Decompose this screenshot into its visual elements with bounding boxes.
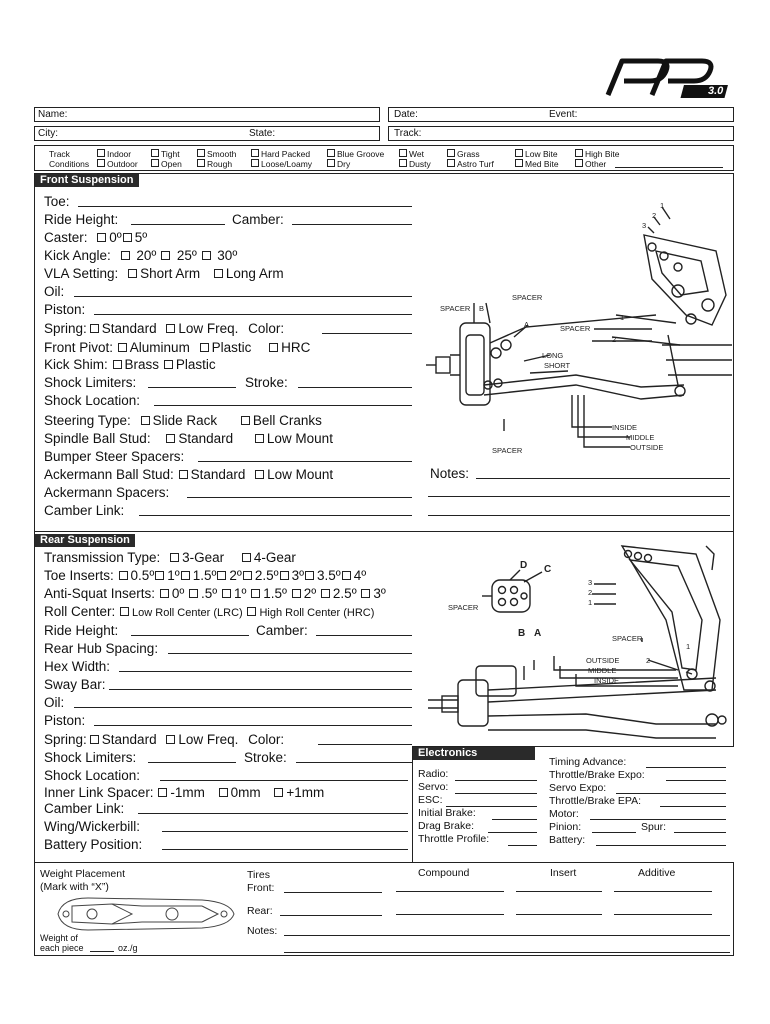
- front-suspension-title: Front Suspension: [35, 174, 139, 187]
- insert-label: Insert: [550, 867, 577, 879]
- tires-rear-insert-line[interactable]: [516, 914, 602, 915]
- cond-loose[interactable]: Loose/Loamy: [251, 159, 312, 169]
- rear-spring-color-line[interactable]: [318, 744, 412, 745]
- battery-position-label: Battery Position:: [44, 837, 143, 852]
- rc-lrc-checkbox[interactable]: [120, 607, 129, 616]
- ackermann-standard-checkbox[interactable]: [179, 470, 188, 479]
- steering-bell-cranks-checkbox[interactable]: [241, 416, 250, 425]
- cond-dusty[interactable]: Dusty: [399, 159, 431, 169]
- other-line[interactable]: [615, 167, 723, 168]
- front-notes-line-3[interactable]: [428, 515, 730, 516]
- cond-astro-turf[interactable]: Astro Turf: [447, 159, 494, 169]
- throttle-profile-label: Throttle Profile:: [418, 833, 490, 845]
- rear-spring-lowfreq-checkbox[interactable]: [166, 735, 175, 744]
- piston-line[interactable]: [94, 314, 412, 315]
- bottom-notes-line-2[interactable]: [284, 952, 730, 953]
- pinion-line[interactable]: [592, 832, 636, 833]
- compound-label: Compound: [418, 867, 470, 879]
- cond-outdoor[interactable]: Outdoor: [97, 159, 138, 169]
- front-suspension-diagram: SPACER B A SPACER SPACER LONG SHORT SPACER INSIDE MIDDLE OUTSIDE 1 2 3 1 2: [416, 195, 732, 465]
- battery-line[interactable]: [596, 845, 726, 846]
- initial-brake-label: Initial Brake:: [418, 807, 476, 819]
- anti-squat-row: Anti-Squat Inserts: 0º .5º 1º 1.5º 2º 2.5º 3º: [44, 586, 386, 601]
- inner-link-plus1-checkbox[interactable]: [274, 788, 283, 797]
- sway-bar-label: Sway Bar:: [44, 677, 106, 692]
- toe-inserts-row: Toe Inserts: 0.5º 1º 1.5º 2º 2.5º 3º 3.5º 4º: [44, 568, 367, 583]
- tires-rear-additive-line[interactable]: [614, 914, 712, 915]
- stroke-line[interactable]: [298, 387, 412, 388]
- pivot-hrc-checkbox[interactable]: [269, 343, 278, 352]
- rear-suspension-title: Rear Suspension: [35, 534, 135, 547]
- rear-shock-location-label: Shock Location:: [44, 768, 141, 783]
- toe-line[interactable]: [78, 206, 412, 207]
- bumper-steer-line[interactable]: [198, 461, 412, 462]
- spring-lowfreq-checkbox[interactable]: [166, 324, 175, 333]
- servo-expo-label: Servo Expo:: [549, 782, 607, 794]
- tires-rear-label: Rear:: [247, 905, 273, 917]
- cond-hard-packed[interactable]: Hard Packed: [251, 149, 310, 159]
- shock-location-line[interactable]: [154, 405, 412, 406]
- kick-shim-row: Kick Shim: Brass Plastic: [44, 357, 216, 372]
- hex-width-line[interactable]: [119, 671, 412, 672]
- ackermann-spacers-line[interactable]: [187, 497, 412, 498]
- ackermann-spacers-label: Ackermann Spacers:: [44, 485, 170, 500]
- transmission-row: Transmission Type: 3-Gear 4-Gear: [44, 550, 296, 565]
- motor-label: Motor:: [549, 808, 579, 820]
- rear-divider: [34, 531, 734, 532]
- kickshim-plastic-checkbox[interactable]: [164, 360, 173, 369]
- weight-placement-label: Weight Placement: [40, 868, 126, 880]
- servo-expo-line[interactable]: [616, 793, 726, 794]
- cond-tight[interactable]: Tight: [151, 149, 180, 159]
- battery-label: Battery:: [549, 834, 586, 846]
- cond-med-bite[interactable]: Med Bite: [515, 159, 559, 169]
- spring-row: Spring: Standard Low Freq. Color:: [44, 321, 285, 336]
- front-pivot-row: Front Pivot: Aluminum Plastic HRC: [44, 340, 311, 355]
- spring-color-line[interactable]: [322, 333, 412, 334]
- name-field[interactable]: Name:: [34, 107, 380, 122]
- as-3-checkbox[interactable]: [361, 589, 370, 598]
- rear-ride-height-line[interactable]: [131, 635, 249, 636]
- as-1.5-checkbox[interactable]: [251, 589, 260, 598]
- ackermann-lowmount-checkbox[interactable]: [255, 470, 264, 479]
- rear-spring-row: Spring: Standard Low Freq. Color:: [44, 732, 285, 747]
- inner-link-row: Inner Link Spacer: -1mm 0mm +1mm: [44, 785, 325, 800]
- tires-front-insert-line[interactable]: [516, 891, 602, 892]
- toe-4-checkbox[interactable]: [342, 571, 351, 580]
- bottom-notes-line-1[interactable]: [284, 935, 730, 936]
- kick-angle-row: Kick Angle: 20º 25º 30º: [44, 248, 238, 263]
- chassis-outline[interactable]: [52, 892, 238, 936]
- date-event-field[interactable]: Date: Event:: [388, 107, 734, 122]
- electronics-title: Electronics: [413, 747, 535, 760]
- tires-front-compound-line[interactable]: [396, 891, 504, 892]
- bottom-divider: [34, 862, 734, 863]
- ackermann-ball-row: Ackermann Ball Stud: Standard Low Mount: [44, 467, 334, 482]
- spindle-lowmount-checkbox[interactable]: [255, 434, 264, 443]
- piston-label: Piston:: [44, 302, 86, 317]
- rear-stroke-label: Stroke:: [244, 750, 287, 765]
- wing-label: Wing/Wickerbill:: [44, 819, 141, 834]
- rear-piston-line[interactable]: [94, 725, 412, 726]
- toe-3.5-checkbox[interactable]: [305, 571, 314, 580]
- servo-line[interactable]: [455, 793, 537, 794]
- spindle-row: Spindle Ball Stud: Standard Low Mount: [44, 431, 333, 446]
- motor-line[interactable]: [590, 819, 726, 820]
- spring-standard-checkbox[interactable]: [90, 324, 99, 333]
- additive-label: Additive: [638, 867, 676, 879]
- rear-spring-standard-checkbox[interactable]: [90, 735, 99, 744]
- ka-30-checkbox[interactable]: [202, 251, 211, 260]
- logo-version: 3.0: [708, 85, 724, 97]
- pivot-plastic-checkbox[interactable]: [200, 343, 209, 352]
- roll-center-row: Roll Center: Low Roll Center (LRC) High Roll Center (HRC): [44, 604, 375, 619]
- camber-link-line[interactable]: [139, 515, 412, 516]
- front-notes-line-2[interactable]: [428, 496, 730, 497]
- camber-label: Camber:: [232, 212, 284, 227]
- ride-height-label: Ride Height:: [44, 212, 119, 227]
- each-piece-label: each piece: [40, 943, 84, 953]
- mark-with-x-label: (Mark with “X”): [40, 881, 109, 893]
- hub-spacing-label: Rear Hub Spacing:: [44, 641, 159, 656]
- cond-low-bite[interactable]: Low Bite: [515, 149, 558, 159]
- shock-location-label: Shock Location:: [44, 393, 141, 408]
- rc-hrc-checkbox[interactable]: [247, 607, 256, 616]
- toe-0.5-checkbox[interactable]: [119, 571, 128, 580]
- cond-indoor[interactable]: Indoor: [97, 149, 131, 159]
- rear-oil-label: Oil:: [44, 695, 65, 710]
- bottom-notes-label: Notes:: [247, 925, 278, 937]
- throttle-brake-epa-line[interactable]: [660, 806, 726, 807]
- cond-open[interactable]: Open: [151, 159, 182, 169]
- radio-label: Radio:: [418, 768, 449, 780]
- cond-wet[interactable]: Wet: [399, 149, 424, 159]
- kickshim-brass-checkbox[interactable]: [113, 360, 122, 369]
- radio-line[interactable]: [455, 780, 537, 781]
- weight-of-label: Weight of: [40, 933, 78, 943]
- oil-line[interactable]: [74, 296, 412, 297]
- tires-front-line-1[interactable]: [284, 892, 382, 893]
- steering-type-row: Steering Type: Slide Rack Bell Cranks: [44, 413, 322, 428]
- pinion-label: Pinion:: [549, 821, 582, 833]
- hex-width-label: Hex Width:: [44, 659, 111, 674]
- hub-spacing-line[interactable]: [168, 653, 412, 654]
- timing-advance-label: Timing Advance:: [549, 756, 627, 768]
- spur-label: Spur:: [641, 821, 667, 833]
- rear-shock-location-line[interactable]: [160, 780, 408, 781]
- city-state-field[interactable]: City: State:: [34, 126, 380, 141]
- camber-link-label: Camber Link:: [44, 503, 125, 518]
- stroke-label: Stroke:: [245, 375, 288, 390]
- as-0.5-checkbox[interactable]: [189, 589, 198, 598]
- camber-line[interactable]: [292, 224, 412, 225]
- cond-grass[interactable]: Grass: [447, 149, 480, 159]
- spur-line[interactable]: [674, 832, 726, 833]
- spindle-standard-checkbox[interactable]: [166, 434, 175, 443]
- inner-link-minus1-checkbox[interactable]: [158, 788, 167, 797]
- vla-short-checkbox[interactable]: [128, 269, 137, 278]
- initial-brake-line[interactable]: [492, 819, 537, 820]
- rear-suspension-diagram: D C B A SPACER SPACER 3 2 1 1 2 OUTSIDE MIDDLE INSIDE: [416, 540, 732, 745]
- rear-shock-limiters-label: Shock Limiters:: [44, 750, 137, 765]
- ride-height-line[interactable]: [131, 224, 225, 225]
- toe-2.5-checkbox[interactable]: [243, 571, 252, 580]
- bumper-steer-label: Bumper Steer Spacers:: [44, 449, 185, 464]
- tires-front-label: Front:: [247, 882, 275, 894]
- rear-piston-label: Piston:: [44, 713, 86, 728]
- toe-label: Toe:: [44, 194, 70, 209]
- cond-high-bite[interactable]: High Bite: [575, 149, 620, 159]
- caster-0-checkbox[interactable]: [97, 233, 106, 242]
- throttle-brake-epa-label: Throttle/Brake EPA:: [549, 795, 642, 807]
- toe-1.5-checkbox[interactable]: [181, 571, 190, 580]
- tires-label: Tires: [247, 869, 270, 881]
- trans-4gear-checkbox[interactable]: [242, 553, 251, 562]
- rear-stroke-line[interactable]: [296, 762, 412, 763]
- rear-shock-limiters-line[interactable]: [148, 762, 236, 763]
- shock-limiters-line[interactable]: [148, 387, 236, 388]
- sway-bar-line[interactable]: [109, 689, 412, 690]
- vla-row: VLA Setting: Short Arm Long Arm: [44, 266, 284, 281]
- as-1-checkbox[interactable]: [222, 589, 231, 598]
- tires-rear-compound-line[interactable]: [396, 914, 504, 915]
- weight-line[interactable]: [90, 951, 114, 952]
- rear-camber-label: Camber:: [256, 623, 308, 638]
- cond-blue-groove[interactable]: Blue Groove: [327, 149, 384, 159]
- pivot-aluminum-checkbox[interactable]: [118, 343, 127, 352]
- throttle-brake-expo-label: Throttle/Brake Expo:: [549, 769, 645, 781]
- as-0-checkbox[interactable]: [160, 589, 169, 598]
- vla-long-checkbox[interactable]: [214, 269, 223, 278]
- track-conditions: Track Conditions Indoor Outdoor Tight Open Smooth Rough Hard Packed Loose/Loamy Blue Groove Dry Wet Dusty Grass Astro Turf Low Bite Med Bite High Bite Other: [34, 145, 734, 171]
- logo: [600, 55, 742, 101]
- rear-camber-line[interactable]: [316, 635, 412, 636]
- cond-rough[interactable]: Rough: [197, 159, 232, 169]
- timing-advance-line[interactable]: [646, 767, 726, 768]
- track-field[interactable]: Track:: [388, 126, 734, 141]
- front-notes-line-1[interactable]: [476, 478, 730, 479]
- battery-position-line[interactable]: [162, 849, 408, 850]
- oil-label: Oil:: [44, 284, 65, 299]
- tires-rear-line-1[interactable]: [280, 915, 382, 916]
- rear-camber-link-label: Camber Link:: [44, 801, 125, 816]
- caster-row: Caster: 0º 5º: [44, 230, 148, 245]
- front-notes-label: Notes:: [430, 466, 470, 481]
- tires-front-additive-line[interactable]: [614, 891, 712, 892]
- throttle-brake-expo-line[interactable]: [666, 780, 726, 781]
- ka-20-checkbox[interactable]: [121, 251, 130, 260]
- shock-limiters-label: Shock Limiters:: [44, 375, 137, 390]
- steering-slide-rack-checkbox[interactable]: [141, 416, 150, 425]
- rear-camber-link-line[interactable]: [138, 813, 408, 814]
- oz-g-label: oz./g: [118, 943, 138, 953]
- drag-brake-label: Drag Brake:: [418, 820, 475, 832]
- esc-label: ESC:: [418, 794, 443, 806]
- as-2-checkbox[interactable]: [292, 589, 301, 598]
- inner-link-0-checkbox[interactable]: [219, 788, 228, 797]
- cond-other[interactable]: Other: [575, 159, 606, 169]
- cond-dry[interactable]: Dry: [327, 159, 350, 169]
- cond-smooth[interactable]: Smooth: [197, 149, 236, 159]
- rear-ride-height-label: Ride Height:: [44, 623, 119, 638]
- toe-1-checkbox[interactable]: [155, 571, 164, 580]
- toe-3-checkbox[interactable]: [280, 571, 289, 580]
- as-2.5-checkbox[interactable]: [321, 589, 330, 598]
- drag-brake-line[interactable]: [488, 832, 537, 833]
- throttle-profile-line[interactable]: [508, 845, 537, 846]
- wing-line[interactable]: [162, 831, 408, 832]
- ka-25-checkbox[interactable]: [161, 251, 170, 260]
- caster-5-checkbox[interactable]: [123, 233, 132, 242]
- toe-2-checkbox[interactable]: [217, 571, 226, 580]
- rear-oil-line[interactable]: [74, 707, 412, 708]
- trans-3gear-checkbox[interactable]: [170, 553, 179, 562]
- servo-label: Servo:: [418, 781, 449, 793]
